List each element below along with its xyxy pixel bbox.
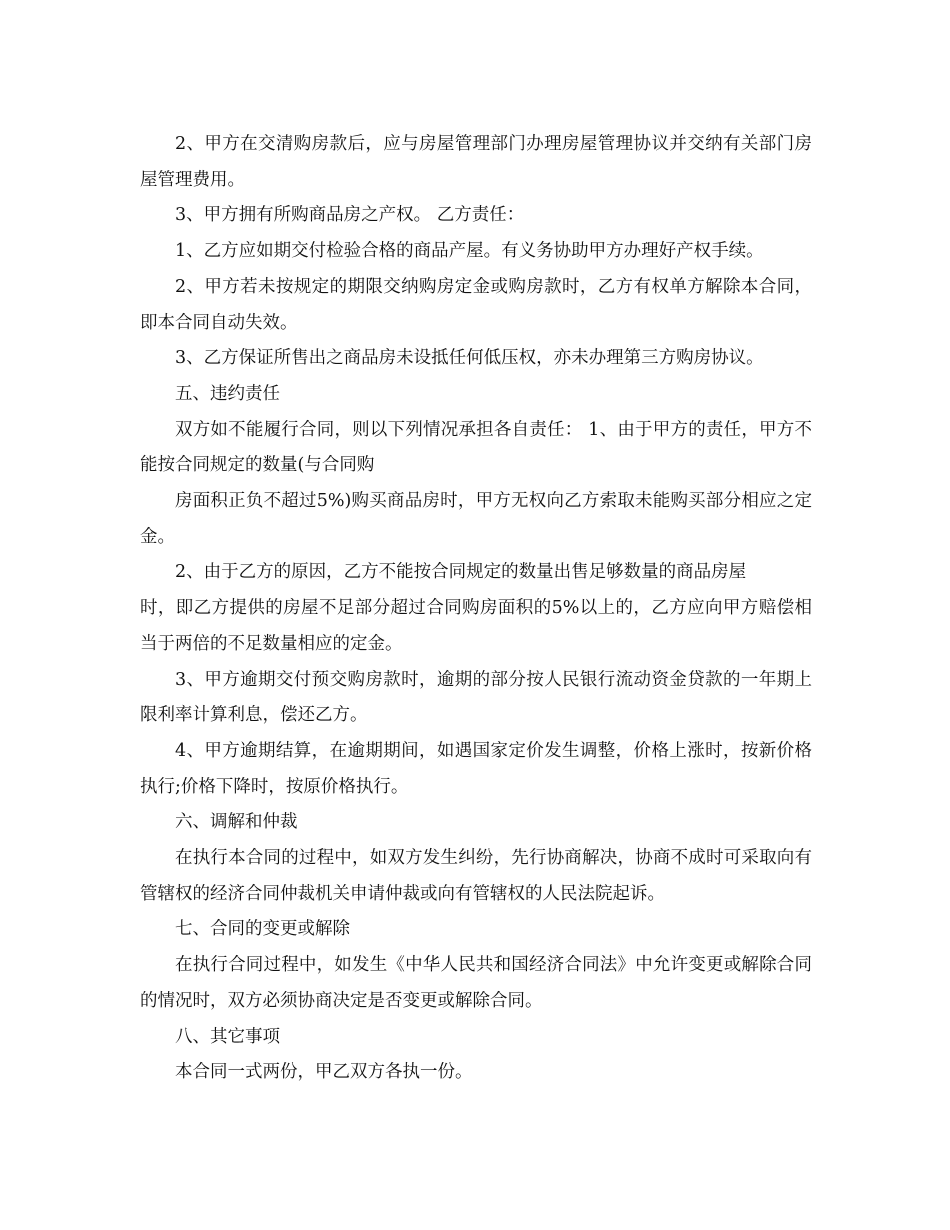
section-heading-mediation: 六、调解和仲裁 [175,812,298,833]
section-heading-breach: 五、违约责任 [175,383,280,404]
paragraph-amendment: 在执行合同过程中，如发生《中华人民共和国经济合同法》中允许变更或解除合同的情况时，双方必须协商决定是否变更或解除合同。 [140,955,812,1011]
paragraph-buyer-obligation-3: 3、甲方拥有所购商品房之产权。 乙方责任： [175,205,525,226]
paragraph-seller-obligation-1: 1、乙方应如期交付检验合格的商品产屋。有义务协助甲方办理好产权手续。 [175,241,764,262]
paragraph-breach-intro: 双方如不能履行合同，则以下列情况承担各自责任： 1、由于甲方的责任，甲方不能按合同规定的数量(与合同购 [140,419,812,476]
paragraph-seller-obligation-2: 2、甲方若未按规定的期限交纳购房定金或购房款时，乙方有权单方解除本合同，即本合同自动失效。 [140,276,812,333]
paragraph-other: 本合同一式两份，甲乙双方各执一份。 [175,1062,473,1083]
paragraph-mediation: 在执行本合同的过程中，如双方发生纠纷，先行协商解决，协商不成时可采取向有管辖权的经济合同仲裁机关申请仲裁或向有管辖权的人民法院起诉。 [140,848,812,904]
paragraph-breach-2-cont: 时，即乙方提供的房屋不足部分超过合同购房面积的5%以上的，乙方应向甲方赔偿相当于两倍的不足数量相应的定金。 [140,598,812,654]
section-heading-amendment: 七、合同的变更或解除 [175,919,350,940]
paragraph-breach-4: 4、甲方逾期结算，在逾期期间，如遇国家定价发生调整，价格上涨时，按新价格执行;价格下降时，按原价格执行。 [140,740,812,797]
document-body [140,127,812,1091]
paragraph-breach-2: 2、由于乙方的原因，乙方不能按合同规定的数量出售足够数量的商品房屋 [175,562,747,583]
paragraph-buyer-obligation-2: 2、甲方在交清购房款后，应与房屋管理部门办理房屋管理协议并交纳有关部门房屋管理费用。 [140,134,812,190]
paragraph-seller-obligation-3: 3、乙方保证所售出之商品房未设抵任何低压权，亦未办理第三方购房协议。 [175,348,764,369]
paragraph-breach-1-cont: 房面积正负不超过5%)购买商品房时，甲方无权向乙方索取未能购买部分相应之定金。 [140,491,812,547]
section-heading-other: 八、其它事项 [175,1026,280,1047]
paragraph-breach-3: 3、甲方逾期交付预交购房款时，逾期的部分按人民银行流动资金贷款的一年期上限利率计算利息，偿还乙方。 [140,669,812,726]
